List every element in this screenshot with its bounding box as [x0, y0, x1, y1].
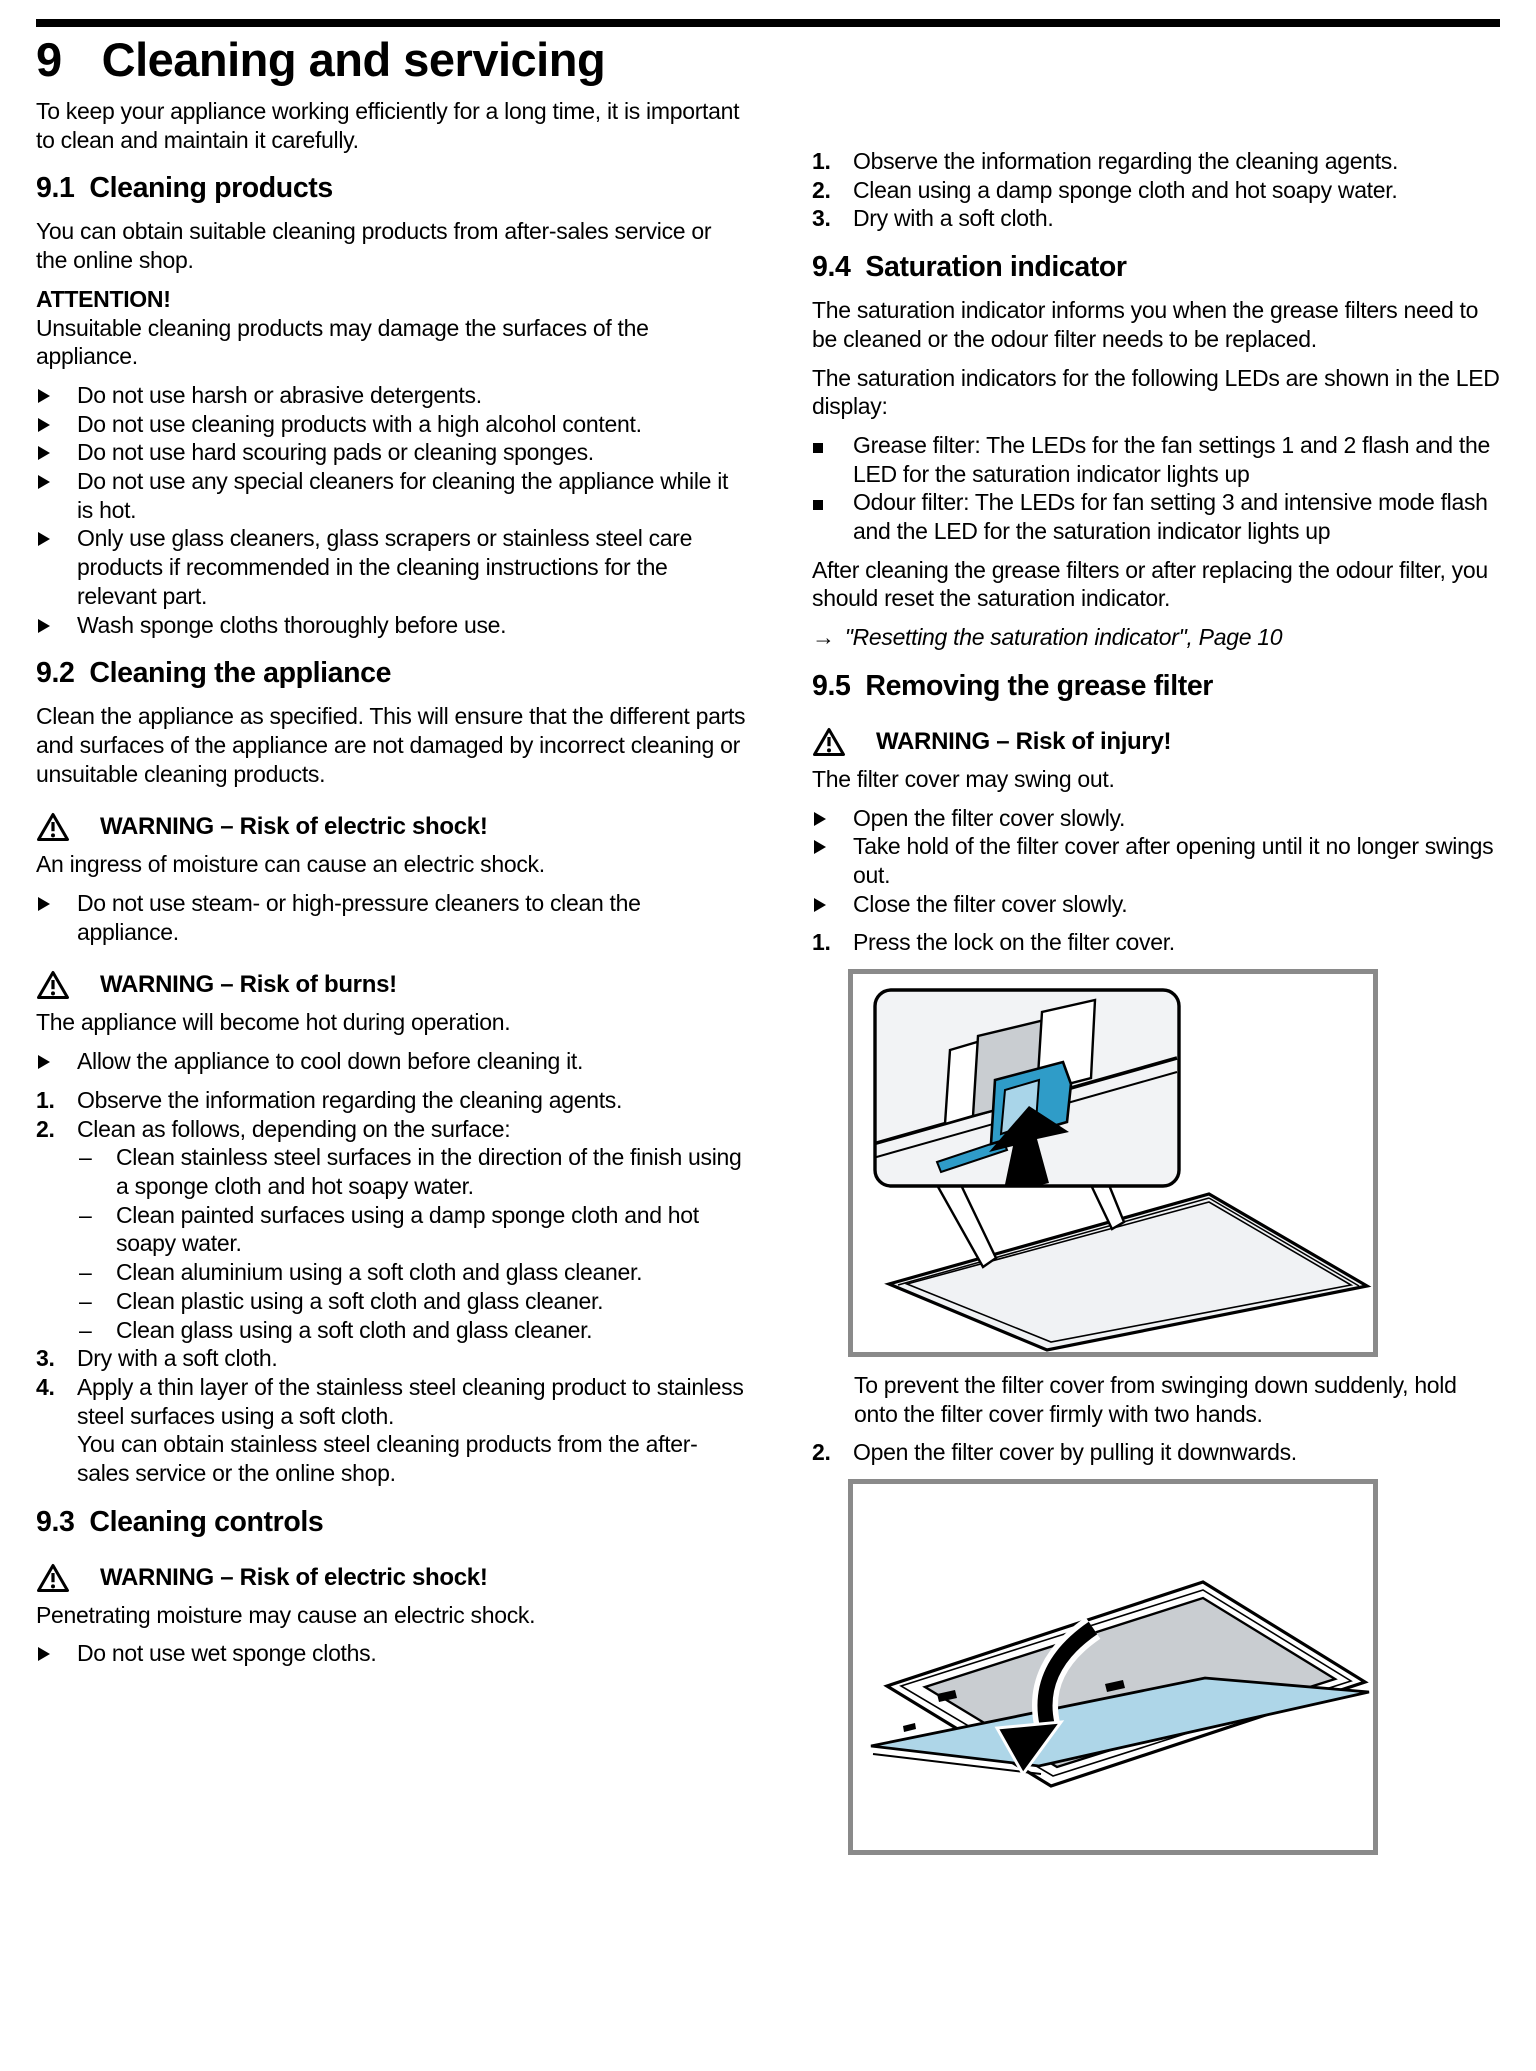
list-item [36, 1639, 748, 1668]
heading-number: 9.1 [36, 172, 75, 205]
dash-item [79, 1143, 748, 1200]
warning-header [36, 970, 748, 1000]
list-number: 2. [812, 1439, 831, 1466]
paragraph: The saturation indicator informs you when the grease filters need to be cleaned or the odour filter needs to be replaced. [812, 297, 1479, 352]
press-lock-illustration [853, 974, 1373, 1352]
list-item-text: Do not use steam- or high-pressure cleaners to clean the appliance. [77, 890, 641, 945]
list-item-text: Press the lock on the filter cover. [853, 929, 1175, 956]
list-item-text: Take hold of the filter cover after opening until it no longer swings out. [853, 833, 1494, 888]
section-heading [36, 657, 748, 690]
list-item-text: Observe the information regarding the cleaning agents. [77, 1086, 623, 1113]
top-rule [36, 19, 1500, 27]
dash-item-text: Clean plastic using a soft cloth and glass cleaner. [116, 1287, 604, 1314]
numbered-item-text [853, 204, 1500, 233]
dash-item [79, 1201, 748, 1258]
triangle-bullet-icon [36, 611, 77, 640]
warning-triangle-icon [36, 1563, 70, 1593]
paragraph: The saturation indicators for the following LEDs are shown in the LED display: [812, 364, 1500, 420]
dash-bullet-icon: – [79, 1287, 92, 1314]
list-item-text: Clean as follows, depending on the surface: [77, 1115, 511, 1142]
numbered-item-text [77, 1373, 748, 1488]
triangle-bullet-icon [36, 889, 77, 946]
list-item-text: Odour filter: The LEDs for fan setting 3 and intensive mode flash and the LED for the saturation indicator lights up [853, 489, 1488, 545]
numbered-item [36, 1086, 748, 1115]
list-item [812, 804, 1500, 833]
dash-item-text: Clean aluminium using a soft cloth and glass cleaner. [116, 1259, 643, 1286]
list-item-text: Observe the information regarding the cleaning agents. [853, 148, 1399, 174]
filter-cover-lock-figure [848, 969, 1378, 1357]
numbered-list [812, 147, 1500, 233]
list-item-text: Apply a thin layer of the stainless steel cleaning product to stainless steel surfaces using a soft cloth. [77, 1373, 744, 1429]
list-item-text: Do not use wet sponge cloths. [77, 1640, 377, 1667]
numbered-item [812, 1438, 1500, 1467]
list-number: 2. [812, 176, 831, 203]
numbered-item-text [77, 1115, 748, 1345]
paragraph: Clean the appliance as specified. This will ensure that the different parts and surfaces of the appliance are not damaged by incorrect cleaning or unsuitable cleaning products. [36, 703, 746, 787]
warning-header [36, 812, 748, 842]
paragraph: To prevent the filter cover from swinging down suddenly, hold onto the filter cover firmly with two hands. [854, 1372, 1457, 1427]
list-item-text: Allow the appliance to cool down before cleaning it. [77, 1048, 584, 1075]
paragraph: Unsuitable cleaning products may damage the surfaces of the appliance. [36, 314, 649, 370]
list-item-text: Do not use harsh or abrasive detergents. [77, 381, 482, 408]
list-number: 4. [36, 1373, 55, 1400]
list-number: 3. [36, 1345, 55, 1372]
triangle-bullet-icon [36, 524, 77, 610]
warning-title: WARNING – Risk of electric shock! [100, 1563, 488, 1591]
triangle-bullet-icon [36, 1639, 77, 1668]
list-item [36, 611, 748, 640]
list-item [812, 431, 1500, 488]
paragraph: After cleaning the grease filters or after replacing the odour filter, you should reset the saturation indicator. [812, 556, 1488, 612]
list-item [36, 438, 748, 467]
list-number: 3. [812, 205, 831, 232]
list-item [812, 890, 1500, 919]
list-item-text: Grease filter: The LEDs for the fan settings 1 and 2 flash and the LED for the saturation indicator lights up [853, 431, 1490, 487]
dash-sublist [79, 1143, 748, 1344]
warning-header [812, 727, 1500, 757]
numbered-item-text [853, 176, 1500, 205]
list-item-text: Clean using a damp sponge cloth and hot soapy water. [853, 176, 1398, 203]
attention-label: ATTENTION! [36, 285, 171, 312]
list-item-text: Do not use cleaning products with a high alcohol content. [77, 410, 642, 437]
triangle-bullet-icon [812, 804, 853, 833]
dash-bullet-icon: – [79, 1316, 92, 1343]
cross-reference-link[interactable] [812, 623, 1500, 652]
dash-item [79, 1316, 748, 1345]
list-item [36, 381, 748, 410]
warning-triangle-icon [36, 812, 70, 842]
paragraph: You can obtain suitable cleaning products from after-sales service or the online shop. [36, 218, 712, 274]
list-item [36, 524, 748, 610]
callout-pointer-left [937, 1185, 996, 1267]
numbered-item [36, 1115, 748, 1345]
open-cover-illustration [853, 1484, 1373, 1850]
triangle-bullet-icon [36, 381, 77, 410]
warning-title: WARNING – Risk of burns! [100, 971, 397, 999]
list-item-text: Only use glass cleaners, glass scrapers or stainless steel care products if recommended in the cleaning instructions for the relevant part. [77, 525, 693, 609]
heading-number: 9.3 [36, 1505, 75, 1538]
numbered-item [812, 147, 1500, 176]
heading-number: 9.5 [812, 669, 851, 702]
bullet-list [36, 1047, 748, 1076]
list-item-text: Do not use any special cleaners for cleaning the appliance while it is hot. [77, 468, 729, 523]
numbered-list [812, 1438, 1500, 1467]
square-bullet-list [812, 431, 1500, 546]
list-item-text: Close the filter cover slowly. [853, 890, 1128, 917]
warning-triangle-icon [812, 727, 846, 757]
list-item [36, 410, 748, 439]
heading-title: Cleaning products [89, 172, 333, 205]
numbered-item-text [853, 928, 1500, 957]
triangle-bullet-icon [812, 832, 853, 889]
black-square-icon [812, 431, 853, 488]
dash-item-text: Clean glass using a soft cloth and glass cleaner. [116, 1316, 593, 1343]
triangle-bullet-icon [36, 410, 77, 439]
dash-item [79, 1287, 748, 1316]
list-item-text: Dry with a soft cloth. [853, 205, 1054, 232]
list-item-continuation: You can obtain stainless steel cleaning products from the after-sales service or the online shop. [77, 1431, 698, 1487]
list-item [36, 1047, 748, 1076]
bullet-list [36, 889, 748, 946]
triangle-bullet-icon [36, 467, 77, 524]
heading-number: 9.4 [812, 251, 851, 284]
list-item-text: Wash sponge cloths thoroughly before use. [77, 611, 507, 638]
heading-title: Cleaning the appliance [89, 657, 392, 690]
numbered-item [36, 1344, 748, 1373]
section-heading [36, 1506, 748, 1539]
heading-title: Cleaning and servicing [101, 33, 606, 86]
bullet-list [36, 1639, 748, 1668]
paragraph: Penetrating moisture may cause an electric shock. [36, 1601, 536, 1628]
bullet-list [812, 804, 1500, 919]
numbered-item [36, 1373, 748, 1488]
bullet-list [36, 381, 748, 639]
list-item-text: Dry with a soft cloth. [77, 1345, 278, 1372]
warning-triangle-icon [36, 970, 70, 1000]
cross-reference-text: "Resetting the saturation indicator", Page 10 [844, 624, 1283, 651]
list-number: 1. [812, 148, 831, 174]
paragraph: The appliance will become hot during operation. [36, 1009, 511, 1036]
list-number: 1. [812, 929, 831, 956]
heading-title: Removing the grease filter [865, 669, 1213, 702]
paragraph: The filter cover may swing out. [812, 765, 1115, 792]
list-item-text: Open the filter cover by pulling it downwards. [853, 1439, 1297, 1466]
right-arrow-icon: → [812, 624, 835, 651]
section-heading [36, 172, 748, 205]
list-item-text: Open the filter cover slowly. [853, 804, 1126, 831]
warning-title: WARNING – Risk of electric shock! [100, 813, 488, 841]
numbered-item-text [853, 1438, 1500, 1467]
section-heading [812, 670, 1500, 703]
triangle-bullet-icon [812, 890, 853, 919]
triangle-bullet-icon [36, 1047, 77, 1076]
heading-number: 9 [36, 33, 62, 86]
dash-item [79, 1258, 748, 1287]
numbered-item-text [77, 1086, 748, 1115]
numbered-item [812, 176, 1500, 205]
list-item [36, 889, 748, 946]
paragraph: To keep your appliance working efficiently for a long time, it is important to clean and maintain it carefully. [36, 98, 740, 153]
heading-number: 9.2 [36, 657, 75, 690]
filter-cover-open-figure [848, 1479, 1378, 1855]
numbered-item-text [853, 147, 1500, 176]
heading-title: Saturation indicator [865, 251, 1127, 284]
numbered-list [812, 928, 1500, 957]
list-item [812, 488, 1500, 545]
warning-header [36, 1563, 748, 1593]
numbered-list [36, 1086, 748, 1488]
triangle-bullet-icon [36, 438, 77, 467]
warning-title: WARNING – Risk of injury! [876, 727, 1172, 755]
list-number: 2. [36, 1115, 55, 1142]
numbered-item [812, 204, 1500, 233]
list-item-text: Do not use hard scouring pads or cleaning sponges. [77, 439, 594, 466]
numbered-item-text [77, 1344, 748, 1373]
chapter-heading [36, 33, 748, 87]
dash-item-text: Clean painted surfaces using a damp sponge cloth and hot soapy water. [116, 1201, 699, 1257]
dash-bullet-icon: – [79, 1201, 92, 1228]
dash-bullet-icon: – [79, 1259, 92, 1286]
dash-item-text: Clean stainless steel surfaces in the direction of the finish using a sponge cloth and hot soapy water. [116, 1144, 742, 1199]
list-number: 1. [36, 1086, 55, 1113]
list-item [812, 832, 1500, 889]
section-heading [812, 251, 1500, 284]
left-column [36, 33, 748, 1869]
paragraph: An ingress of moisture can cause an electric shock. [36, 851, 545, 878]
dash-bullet-icon: – [79, 1144, 92, 1171]
black-square-icon [812, 488, 853, 545]
right-column [812, 33, 1500, 1869]
numbered-item [812, 928, 1500, 957]
heading-title: Cleaning controls [89, 1505, 324, 1538]
list-item [36, 467, 748, 524]
